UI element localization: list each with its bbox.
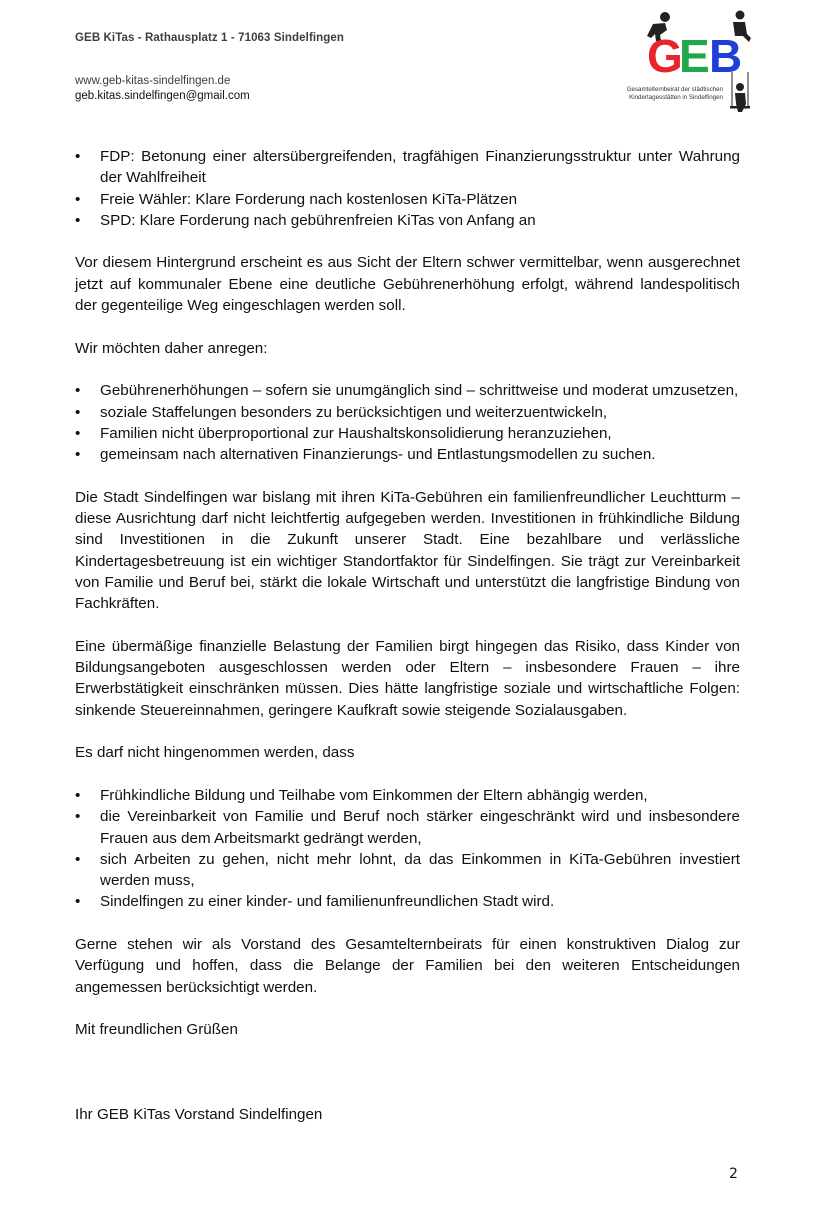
paragraph-lighthouse: Die Stadt Sindelfingen war bislang mit ihren KiTa-Gebühren ein familienfreundlicher Leuchtturm – diese Ausrichtung darf nicht leichtfertig aufgegeben werden. Investitionen in frühkindliche Bildung sind Investitionen in die Zukunft unserer Stadt. Eine bezahlbare und verlässliche Kindertagesbetreuung ist ein wichtiger Standortfaktor für Sindelfingen. Sie trägt zur Vereinbarkeit von Familie und Beruf bei, stärkt die lokale Wirtschaft und unterstützt die langfristige Bindung von Fachkräften. bbox=[75, 488, 740, 613]
concerns-list bbox=[75, 785, 740, 913]
list-item: • sich Arbeiten zu gehen, nicht mehr lohnt, da das Einkommen in KiTa-Gebühren investiert werden muss, bbox=[75, 849, 740, 892]
website-link[interactable]: www.geb-kitas-sindelfingen.de bbox=[75, 75, 231, 87]
list-item: • Freie Wähler: Klare Forderung nach kostenlosen KiTa-Plätzen bbox=[75, 189, 740, 210]
logo-letter-e: E bbox=[679, 30, 710, 82]
list-item: • soziale Staffelungen besonders zu berücksichtigen und weiterzuentwickeln, bbox=[75, 402, 740, 423]
suggestions-list bbox=[75, 380, 740, 465]
paragraph-suggestion-intro: Wir möchten daher anregen: bbox=[75, 339, 268, 357]
logo-letter-g: G bbox=[647, 30, 683, 82]
page-number: 2 bbox=[729, 1166, 738, 1182]
paragraph-background: Vor diesem Hintergrund erscheint es aus Sicht der Eltern schwer vermittelbar, wenn ausgerechnet jetzt auf kommunaler Ebene eine deutliche Gebührenerhöhung erfolgt, während landespolitisch der gegenteilige Weg eingeschlagen werden soll. bbox=[75, 254, 740, 315]
sender-address: GEB KiTas - Rathausplatz 1 - 71063 Sindelfingen bbox=[75, 32, 345, 44]
party-positions-list bbox=[75, 146, 740, 231]
list-item: • SPD: Klare Forderung nach gebührenfreien KiTas von Anfang an bbox=[75, 210, 740, 231]
list-item: • Frühkindliche Bildung und Teilhabe vom Einkommen der Eltern abhängig werden, bbox=[75, 785, 740, 806]
paragraph-dialog-offer: Gerne stehen wir als Vorstand des Gesamtelternbeirats für einen konstruktiven Dialog zur Verfügung und hoffen, dass die Belange der Familien bei den weiteren Entscheidungen angemessen berücksichtigt werden. bbox=[75, 935, 740, 996]
list-item: • die Vereinbarkeit von Familie und Beruf noch stärker eingeschränkt wird und insbesondere Frauen aus dem Arbeitsmarkt gedrängt werden, bbox=[75, 806, 740, 849]
logo-subtitle bbox=[605, 86, 723, 101]
list-item: • Sindelfingen zu einer kinder- und familienunfreundlichen Stadt wird. bbox=[75, 891, 740, 912]
paragraph-not-accepted-intro: Es darf nicht hingenommen werden, dass bbox=[75, 744, 355, 762]
logo-subtitle-line2: Kindertagesstätten in Sindelfingen bbox=[629, 93, 723, 101]
list-item: • FDP: Betonung einer altersübergreifenden, tragfähigen Finanzierungsstruktur unter Wahrung der Wahlfreiheit bbox=[75, 146, 740, 189]
paragraph-risk: Eine übermäßige finanzielle Belastung der Familien birgt hingegen das Risiko, dass Kinder von Bildungsangeboten ausgeschlossen werden oder Eltern – insbesondere Frauen – ihre Erwerbstätigkeit einschränken müssen. Dies hätte langfristige soziale und wirtschaftliche Folgen: sinkende Steuereinnahmen, geringere Kaufkraft sowie steigende Sozialausgaben. bbox=[75, 637, 740, 719]
list-item: • gemeinsam nach alternativen Finanzierungs- und Entlastungsmodellen zu suchen. bbox=[75, 444, 740, 465]
signature: Ihr GEB KiTas Vorstand Sindelfingen bbox=[75, 1106, 323, 1124]
logo-subtitle-line1: Gesamtelternbeirat der städtischen bbox=[626, 86, 723, 93]
closing-greeting: Mit freundlichen Grüßen bbox=[75, 1021, 238, 1039]
list-item: • Gebührenerhöhungen – sofern sie unumgänglich sind – schrittweise und moderat umzusetzen, bbox=[75, 380, 740, 401]
logo-letter-b: B bbox=[709, 30, 743, 82]
email-link[interactable]: geb.kitas.sindelfingen@gmail.com bbox=[75, 90, 250, 102]
signature-gap bbox=[75, 1062, 740, 1105]
letter-body bbox=[75, 146, 740, 1147]
list-item: • Familien nicht überproportional zur Haushaltskonsolidierung heranzuziehen, bbox=[75, 423, 740, 444]
